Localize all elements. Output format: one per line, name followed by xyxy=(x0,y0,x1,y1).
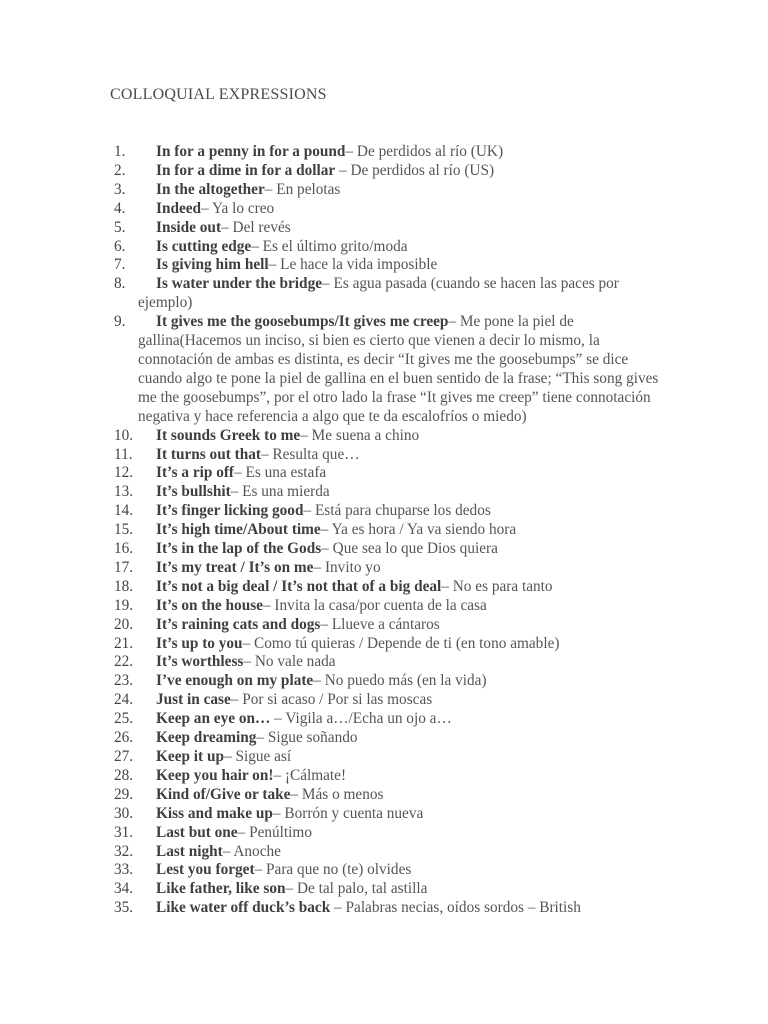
item-number: 9. xyxy=(114,313,126,331)
expression-definition: – Por si acaso / Por si las moscas xyxy=(230,691,433,709)
item-number: 23. xyxy=(114,672,134,690)
list-item xyxy=(0,899,768,918)
expression-definition: – Como tú quieras / Depende de ti (en tono amable) xyxy=(242,634,560,652)
expression-term: I’ve enough on my plate xyxy=(156,672,314,690)
item-number: 33. xyxy=(114,861,134,879)
expression-term: Just in case xyxy=(156,691,231,709)
list-item xyxy=(0,880,768,899)
list-item xyxy=(0,162,768,181)
expression-term: It’s a rip off xyxy=(156,464,235,482)
expression-definition: – Le hace la vida imposible xyxy=(268,256,438,274)
list-item xyxy=(0,559,768,578)
item-number: 35. xyxy=(114,899,134,917)
expression-definition: – No vale nada xyxy=(243,653,336,671)
item-number: 3. xyxy=(114,180,126,198)
list-item xyxy=(0,767,768,786)
list-item xyxy=(0,200,768,219)
expression-term: Like father, like son xyxy=(156,880,286,898)
expression-definition: – Resulta que… xyxy=(260,445,360,463)
list-item xyxy=(0,861,768,880)
expression-term: Kiss and make up xyxy=(156,804,273,822)
expression-definition: – Es una estafa xyxy=(234,464,327,482)
expression-definition: – Que sea lo que Dios quiera xyxy=(321,540,498,558)
item-number: 5. xyxy=(114,218,126,236)
list-item xyxy=(0,616,768,635)
item-number: 14. xyxy=(114,502,134,520)
expression-definition: – Palabras necias, oídos sordos – British xyxy=(330,899,581,917)
item-number: 34. xyxy=(114,880,134,898)
item-number: 13. xyxy=(114,483,134,501)
item-number: 17. xyxy=(114,558,134,576)
expression-definition: – Me suena a chino xyxy=(300,426,420,444)
list-item xyxy=(0,653,768,672)
expression-definition: – De perdidos al río (US) xyxy=(335,161,495,179)
list-item xyxy=(0,502,768,521)
list-item xyxy=(0,427,768,446)
list-item xyxy=(0,275,768,313)
item-number: 28. xyxy=(114,766,134,784)
item-number: 7. xyxy=(114,256,126,274)
list-item xyxy=(0,729,768,748)
item-number: 25. xyxy=(114,710,134,728)
expression-term: It’s not a big deal / It’s not that of a big deal xyxy=(156,577,442,595)
expression-term: Keep you hair on! xyxy=(156,766,274,784)
list-item xyxy=(0,540,768,559)
list-item xyxy=(0,143,768,162)
expression-definition: – No es para tanto xyxy=(441,577,553,595)
list-item xyxy=(0,786,768,805)
expression-term: It’s finger licking good xyxy=(156,502,304,520)
expression-term: Inside out xyxy=(156,218,222,236)
list-item xyxy=(0,483,768,502)
expression-term: Last night xyxy=(156,842,223,860)
expression-definition: – Llueve a cántaros xyxy=(320,615,440,633)
list-item xyxy=(0,691,768,710)
item-number: 12. xyxy=(114,464,134,482)
item-number: 8. xyxy=(114,275,126,293)
expression-definition: – De perdidos al río (UK) xyxy=(345,143,504,160)
list-item xyxy=(0,181,768,200)
item-number: 21. xyxy=(114,634,134,652)
expression-term: It’s up to you xyxy=(156,634,243,652)
expression-term: Is cutting edge xyxy=(156,237,252,255)
item-number: 19. xyxy=(114,596,134,614)
expression-definition: – Es el último grito/moda xyxy=(251,237,408,255)
expression-definition: – De tal palo, tal astilla xyxy=(285,880,428,898)
item-number: 15. xyxy=(114,521,134,539)
expression-term: Lest you forget xyxy=(156,861,255,879)
expression-term: Kind of/Give or take xyxy=(156,785,291,803)
expression-term: Keep dreaming xyxy=(156,729,257,747)
expression-definition: – Más o menos xyxy=(290,785,384,803)
list-item xyxy=(0,446,768,465)
expression-list xyxy=(0,143,768,918)
list-item xyxy=(0,824,768,843)
item-number: 18. xyxy=(114,577,134,595)
expression-term: Keep an eye on… xyxy=(156,710,271,728)
expression-term: In for a penny in for a pound xyxy=(156,143,346,160)
expression-term: It sounds Greek to me xyxy=(156,426,301,444)
list-item xyxy=(0,464,768,483)
list-item xyxy=(0,313,768,426)
list-item xyxy=(0,805,768,824)
item-number: 29. xyxy=(114,785,134,803)
expression-term: Keep it up xyxy=(156,748,224,765)
expression-term: It’s my treat / It’s on me xyxy=(156,558,314,576)
expression-definition: – Anoche xyxy=(222,842,281,860)
expression-term: In for a dime in for a dollar xyxy=(156,161,336,179)
item-number: 2. xyxy=(114,161,126,179)
item-number: 30. xyxy=(114,804,134,822)
expression-term: It turns out that xyxy=(156,445,261,463)
expression-definition: – Invita la casa/por cuenta de la casa xyxy=(262,596,487,614)
expression-term: It’s worthless xyxy=(156,653,244,671)
list-item xyxy=(0,219,768,238)
expression-definition: – Sigue así xyxy=(224,748,292,765)
expression-definition: – Para que no (te) olvides xyxy=(254,861,412,879)
item-number: 16. xyxy=(114,540,134,558)
page-title: COLLOQUIAL EXPRESSIONS xyxy=(110,86,327,103)
expression-term: Like water off duck’s back xyxy=(156,899,331,917)
list-item xyxy=(0,521,768,540)
item-number: 10. xyxy=(114,426,134,444)
expression-definition: – Es agua pasada (cuando se hacen las paces por ejemplo) xyxy=(138,275,619,312)
list-item xyxy=(0,597,768,616)
expression-term: It’s bullshit xyxy=(156,483,231,501)
expression-definition: – Del revés xyxy=(221,218,291,236)
expression-definition: – Invito yo xyxy=(313,558,381,576)
list-item xyxy=(0,238,768,257)
expression-definition: – Ya es hora / Ya va siendo hora xyxy=(320,521,517,539)
item-number: 32. xyxy=(114,842,134,860)
item-number: 24. xyxy=(114,691,134,709)
item-number: 26. xyxy=(114,729,134,747)
expression-definition: – ¡Cálmate! xyxy=(273,766,347,784)
expression-definition: – Me pone la piel de gallina(Hacemos un inciso, si bien es cierto que vienen a decir lo mismo, la connotación de ambas es distinta, es decir “It gives me the goosebumps” se dice cuando algo te pone la piel de gallina en el buen sentido de la frase; “This song gives me the goosebumps”, por el otro lado la frase “It gives me creep” tiene connotación negativa y hace referencia a algo que te da escalofríos o miedo) xyxy=(138,313,659,425)
expression-term: It gives me the goosebumps/It gives me creep xyxy=(156,313,449,331)
item-number: 27. xyxy=(114,748,134,765)
list-item xyxy=(0,635,768,654)
list-item xyxy=(0,256,768,275)
expression-definition: – No puedo más (en la vida) xyxy=(313,672,487,690)
expression-term: Last but one xyxy=(156,823,238,841)
item-number: 6. xyxy=(114,237,126,255)
item-number: 4. xyxy=(114,199,126,217)
list-item xyxy=(0,843,768,862)
expression-term: Is giving him hell xyxy=(156,256,269,274)
expression-term: Is water under the bridge xyxy=(156,275,323,293)
expression-definition: – Borrón y cuenta nueva xyxy=(272,804,424,822)
list-item xyxy=(0,748,768,767)
list-item xyxy=(0,578,768,597)
expression-term: It’s in the lap of the Gods xyxy=(156,540,322,558)
expression-definition: – Ya lo creo xyxy=(201,199,275,217)
expression-definition: – En pelotas xyxy=(264,180,341,198)
item-number: 1. xyxy=(114,143,126,160)
list-item xyxy=(0,710,768,729)
expression-definition: – Penúltimo xyxy=(237,823,312,841)
item-number: 31. xyxy=(114,823,134,841)
expression-term: It’s raining cats and dogs xyxy=(156,615,321,633)
list-item xyxy=(0,672,768,691)
expression-term: In the altogether xyxy=(156,180,265,198)
expression-definition: – Vigila a…/Echa un ojo a… xyxy=(270,710,452,728)
item-number: 11. xyxy=(114,445,133,463)
expression-definition: – Es una mierda xyxy=(230,483,330,501)
expression-term: Indeed xyxy=(156,199,202,217)
expression-definition: – Sigue soñando xyxy=(256,729,358,747)
item-number: 20. xyxy=(114,615,134,633)
expression-term: It’s on the house xyxy=(156,596,263,614)
expression-term: It’s high time/About time xyxy=(156,521,321,539)
expression-definition: – Está para chuparse los dedos xyxy=(303,502,491,520)
item-number: 22. xyxy=(114,653,134,671)
